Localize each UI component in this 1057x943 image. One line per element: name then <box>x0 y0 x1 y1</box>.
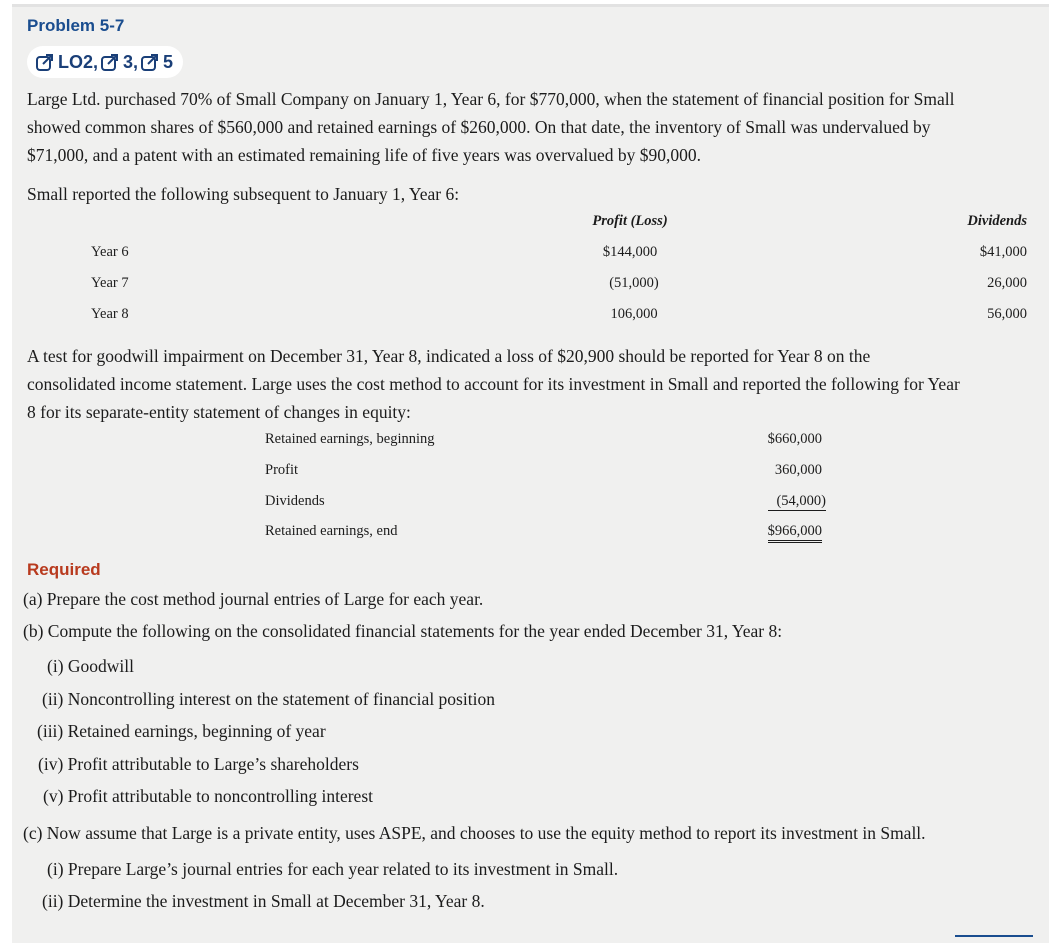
lo-label-2: LO2, <box>58 51 99 72</box>
equity-value: $660,000 <box>767 431 822 447</box>
year-label: Year 6 <box>91 244 129 260</box>
problem-title: Problem 5-7 <box>27 16 125 35</box>
intro-paragraph <box>27 85 1037 169</box>
requirement-c-item: (ii) Determine the investment in Small at December 31, Year 8. <box>42 891 485 911</box>
equity-label: Retained earnings, end <box>265 523 398 539</box>
learning-objectives-pill <box>27 46 183 78</box>
lo-link-5[interactable] <box>140 52 173 73</box>
equity-label: Dividends <box>265 493 325 509</box>
external-link-icon <box>35 52 55 72</box>
goodwill-line-3: 8 for its separate-entity statement of changes in equity: <box>27 402 411 422</box>
year-label: Year 7 <box>91 275 129 291</box>
lo-label-5: 5 <box>163 51 174 72</box>
dividends-value: 26,000 <box>987 275 1027 291</box>
requirement-b: (b) Compute the following on the consolidated financial statements for the year ended December 31, Year 8: <box>23 621 783 641</box>
requirement-b-item: (iii) Retained earnings, beginning of year <box>37 721 326 741</box>
profit-loss-header: Profit (Loss) <box>592 213 668 229</box>
lo-label-3: 3, <box>123 51 139 72</box>
profit-value: 106,000 <box>610 306 658 322</box>
equity-value: 360,000 <box>774 462 822 478</box>
equity-label: Retained earnings, beginning <box>265 431 435 447</box>
requirement-c: (c) Now assume that Large is a private entity, uses ASPE, and chooses to use the equity method to report its investment in Small. <box>23 823 926 843</box>
equity-label: Profit <box>265 462 299 478</box>
dividends-value: $41,000 <box>979 244 1027 260</box>
year-label: Year 8 <box>91 306 129 322</box>
requirement-b-item: (ii) Noncontrolling interest on the statement of financial position <box>42 689 495 709</box>
requirement-b-item: (v) Profit attributable to noncontrolling interest <box>43 786 373 806</box>
required-heading: Required <box>27 560 101 579</box>
equity-value: (54,000) <box>768 493 826 511</box>
dividends-header: Dividends <box>967 213 1027 229</box>
requirement-b-item: (i) Goodwill <box>47 656 135 676</box>
intro-line-1: Large Ltd. purchased 70% of Small Company on January 1, Year 6, for $770,000, when the statement of financial position for Small <box>27 89 955 109</box>
external-link-icon <box>140 52 160 72</box>
requirement-a: (a) Prepare the cost method journal entries of Large for each year. <box>23 589 484 609</box>
dividends-value: 56,000 <box>987 306 1027 322</box>
external-link-icon <box>100 52 120 72</box>
lo-link-3[interactable] <box>100 52 138 73</box>
intro-table-lead: Small reported the following subsequent to January 1, Year 6: <box>27 184 460 204</box>
equity-value: $966,000 <box>768 523 822 543</box>
profit-value: $144,000 <box>602 244 658 260</box>
requirement-b-item: (iv) Profit attributable to Large’s shareholders <box>38 754 359 774</box>
goodwill-paragraph <box>27 342 1042 426</box>
intro-line-3: $71,000, and a patent with an estimated remaining life of five years was overvalued by $90,000. <box>27 145 702 165</box>
lo-link-2[interactable] <box>35 52 98 73</box>
profit-value: (51,000) <box>609 275 659 291</box>
footer-divider <box>955 935 1033 937</box>
problem-panel <box>12 4 1049 943</box>
requirement-c-item: (i) Prepare Large’s journal entries for each year related to its investment in Small. <box>47 859 619 879</box>
goodwill-line-2: consolidated income statement. Large uses the cost method to account for its investment in Small and reported the following for Year <box>27 374 960 394</box>
goodwill-line-1: A test for goodwill impairment on December 31, Year 8, indicated a loss of $20,900 should be reported for Year 8 on the <box>27 346 871 366</box>
intro-line-2: showed common shares of $560,000 and retained earnings of $260,000. On that date, the inventory of Small was undervalued by <box>27 117 931 137</box>
